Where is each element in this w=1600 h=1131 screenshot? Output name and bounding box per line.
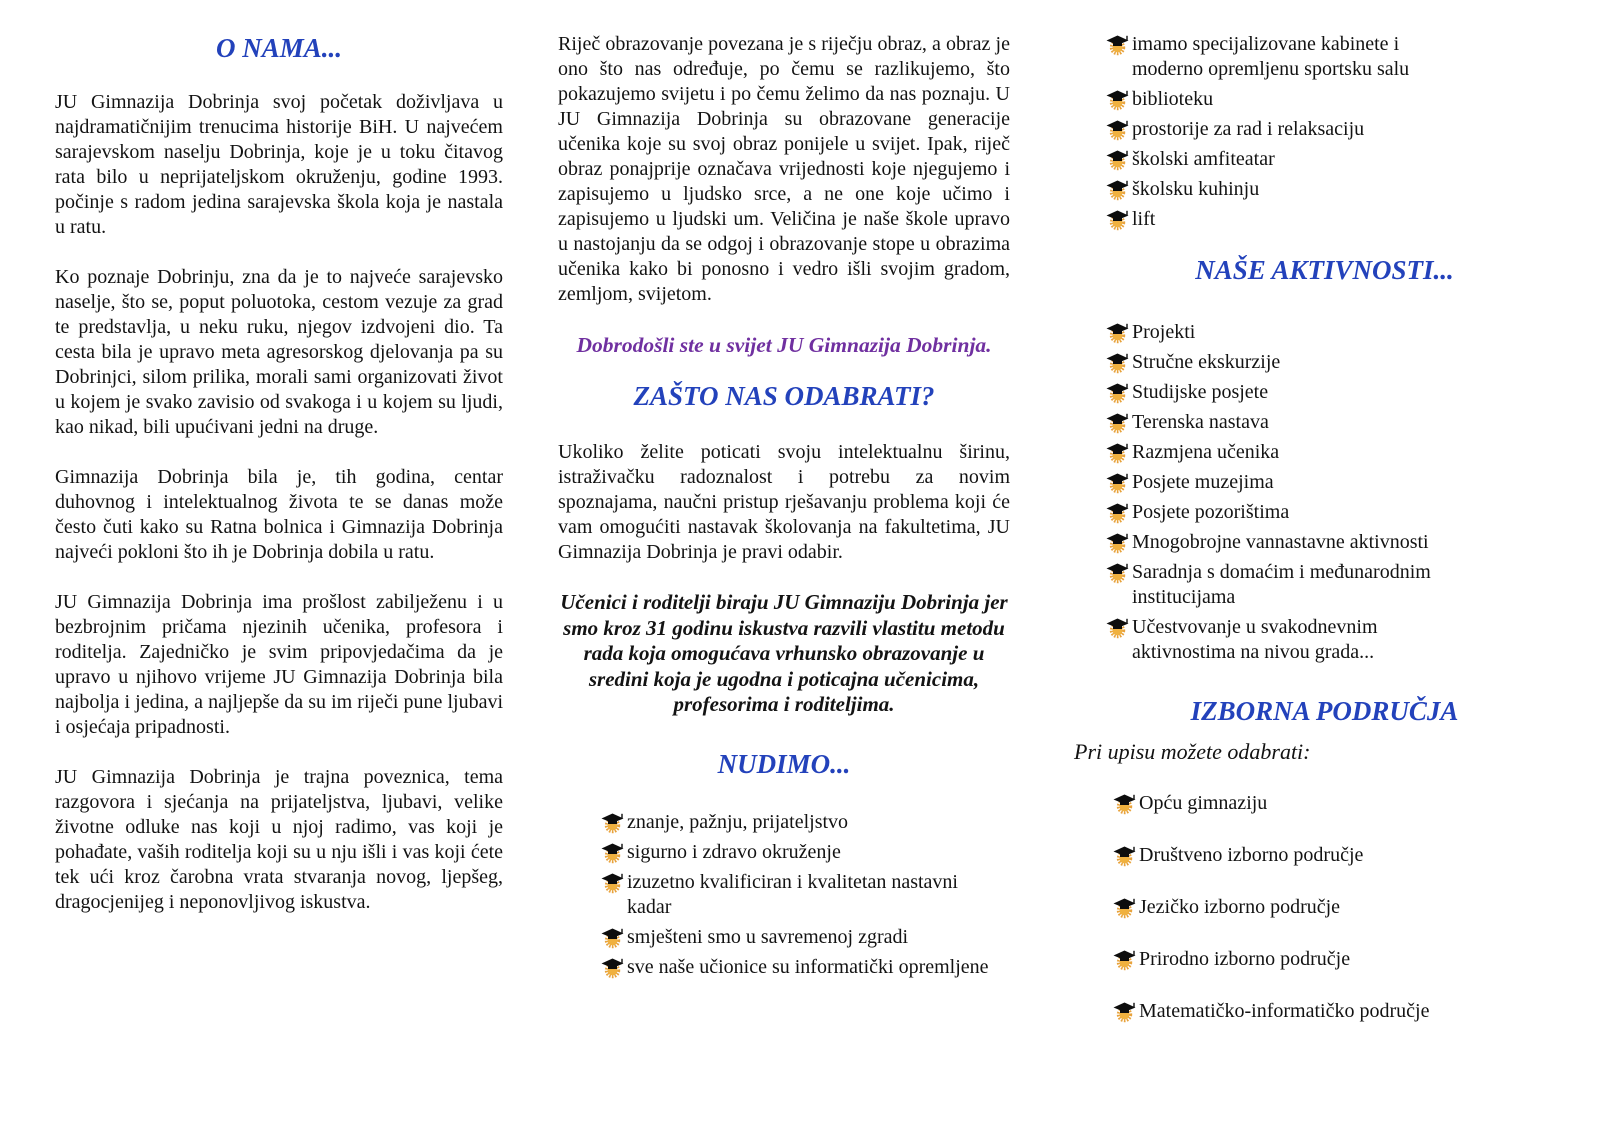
graduation-cap-icon [1105, 381, 1132, 405]
graduation-cap-icon [600, 926, 627, 950]
offer-item-label: lift [1132, 208, 1156, 230]
elective-list-item [1112, 843, 1577, 868]
elective-item-label: Matematičko-informatičko područje [1139, 1000, 1430, 1022]
offer-item-label: imamo specijalizovane kabinete i moderno opremljenu sportsku salu [1132, 33, 1410, 80]
activity-list-item [1105, 440, 1577, 465]
graduation-cap-icon [1105, 118, 1132, 142]
offer-list-item [1105, 87, 1577, 112]
graduation-cap-icon [1105, 321, 1132, 345]
activity-list-item [1105, 350, 1577, 375]
offer-list-continued [1105, 32, 1577, 232]
graduation-cap-icon [1112, 896, 1139, 920]
graduation-cap-icon [1105, 178, 1132, 202]
elective-list-item [1112, 791, 1577, 816]
offer-item-label: znanje, pažnju, prijateljstvo [627, 810, 849, 833]
activity-item-label: Terenska nastava [1132, 411, 1269, 433]
graduation-cap-icon [1105, 561, 1132, 585]
activity-list-item [1105, 470, 1577, 495]
activities-heading: NAŠE AKTIVNOSTI... [1195, 255, 1454, 285]
graduation-cap-icon [1105, 208, 1132, 232]
activity-list-item [1105, 560, 1577, 610]
offer-list-item [600, 810, 1010, 835]
offer-item-label: prostorije za rad i relaksaciju [1132, 118, 1365, 140]
why-heading: ZAŠTO NAS ODABRATI? [633, 381, 935, 411]
offer-list-item [600, 840, 1010, 865]
welcome-line: Dobrodošli ste u svijet JU Gimnazija Dobrinja. [576, 333, 992, 357]
graduation-cap-icon [600, 811, 627, 835]
activity-item-label: Projekti [1132, 321, 1196, 343]
graduation-cap-icon [1105, 351, 1132, 375]
offer-item-label: školski amfiteatar [1132, 148, 1275, 170]
offer-list-item [1105, 177, 1577, 202]
elective-item-label: Jezičko izborno područje [1139, 896, 1341, 918]
graduation-cap-icon [1105, 471, 1132, 495]
about-heading: O NAMA... [215, 33, 343, 63]
elective-heading: IZBORNA PODRUČJA [1190, 696, 1459, 726]
offer-item-label: školsku kuhinju [1132, 178, 1260, 200]
activity-item-label: Učestvovanje u svakodnevnim aktivnostima na nivou grada... [1132, 616, 1378, 663]
activities-list [1105, 320, 1577, 665]
offer-item-label: sve naše učionice su informatički opremljene [627, 955, 989, 978]
graduation-cap-icon [600, 956, 627, 980]
activity-item-label: Stručne ekskurzije [1132, 351, 1281, 373]
elective-list-item [1112, 947, 1577, 972]
about-paragraph: JU Gimnazija Dobrinja svoj početak doživljava u najdramatičnijim trenucima historije BiH. U najvećem sarajevskom naselju Dobrinja, koje je u toku čitavog rata bilo u neprijateljskom okruženju, godine 1993. počinje s radom jedina sarajevska škola koja je nastala u ratu. [55, 91, 503, 238]
elective-list-item [1112, 895, 1577, 920]
graduation-cap-icon [1105, 411, 1132, 435]
activity-list-item [1105, 380, 1577, 405]
activity-list-item [1105, 320, 1577, 345]
offer-item-label: biblioteku [1132, 88, 1214, 110]
graduation-cap-icon [1105, 501, 1132, 525]
activity-item-label: Posjete muzejima [1132, 471, 1274, 493]
graduation-cap-icon [1105, 616, 1132, 640]
activity-list-item [1105, 615, 1577, 665]
activity-item-label: Saradnja s domaćim i međunarodnim institucijama [1132, 561, 1431, 608]
obraz-paragraph: Riječ obrazovanje povezana je s riječju obraz, a obraz je ono što nas određuje, po čemu se razlikujemo, što pokazujemo svijetu i po čemu želimo da nas poznaju. U JU Gimnazija Dobrinja su obrazovane generacije učenika koje su svoj obraz ponijele u svijet. Ipak, riječ obraz ponajprije označava vrijednosti koje njegujemo i zapisujemo u ljudsko srce, a ne one koje učimo i zapisujemo u ljudski um. Veličina je naše škole upravo u nastojanju da se odgoj i obrazovanje stope u obrazima učenika kako bi ponosno i vedro išli svojim gradom, zemljom, svijetom. [558, 33, 1010, 305]
activity-item-label: Razmjena učenika [1132, 441, 1280, 463]
graduation-cap-icon [1105, 148, 1132, 172]
offer-list-item [600, 955, 1010, 980]
electives-list [1112, 791, 1577, 1024]
column-about [55, 0, 503, 940]
offer-list-item [1105, 32, 1577, 82]
experience-paragraph: Učenici i roditelji biraju JU Gimnaziju Dobrinja jer smo kroz 31 godinu iskustva razvili vlastitu metodu rada koja omogućava vrhunsko obrazovanje u sredini koja je ugodna i poticajna učenicima, profesorima i roditeljima. [560, 590, 1008, 716]
elective-intro: Pri upisu možete odabrati: [1074, 739, 1311, 764]
offer-list-item [600, 925, 1010, 950]
offer-list-item [1105, 207, 1577, 232]
activity-item-label: Studijske posjete [1132, 381, 1269, 403]
activity-list-item [1105, 410, 1577, 435]
about-paragraphs [55, 90, 503, 915]
activity-list-item [1105, 530, 1577, 555]
graduation-cap-icon [600, 841, 627, 865]
offer-item-label: izuzetno kvalificiran i kvalitetan nastavni kadar [627, 870, 958, 918]
about-paragraph: Gimnazija Dobrinja bila je, tih godina, centar duhovnog i intelektualnog života te se danas može često čuti kako su Ratna bolnica i Gimnazija Dobrinja najveći pokloni što ih je Dobrinja dobila u ratu. [55, 466, 503, 563]
activity-list-item [1105, 500, 1577, 525]
elective-item-label: Prirodno izborno područje [1139, 948, 1351, 970]
about-paragraph: Ko poznaje Dobrinju, zna da je to najveće sarajevsko naselje, što se, poput poluotoka, cestom vezuje za grad te predstavlja, u neku ruku, njegov izdvojeni dio. Ta cesta bila je upravo meta agresorskog djelovanja pa su Dobrinjci, silom prilika, morali sami organizovati život u kojem je svako zavisio od svakoga i u kojem su ljudi, kao nikad, bili upućivani jedni na druge. [55, 266, 503, 438]
graduation-cap-icon [1112, 948, 1139, 972]
about-paragraph: JU Gimnazija Dobrinja je trajna poveznica, tema razgovora i sjećanja na prijateljstva, ljubavi, velike životne odluke nas koji u njoj radimo, vas koji je pohađate, vaših roditelja koji su u nju išli i vas koji ćete tek ući kroz čarobna vrata stvaranja novog, ljepšeg, dragocjenijeg i neponovljivog iskustva. [55, 766, 503, 913]
activity-item-label: Mnogobrojne vannastavne aktivnosti [1132, 531, 1429, 553]
offer-item-label: sigurno i zdravo okruženje [627, 840, 841, 863]
offer-item-label: smješteni smo u savremenoj zgradi [627, 925, 909, 948]
graduation-cap-icon [600, 871, 627, 895]
column-middle [558, 0, 1010, 985]
about-paragraph: JU Gimnazija Dobrinja ima prošlost zabilježenu i u bezbrojnim pričama njezinih učenika, profesora i roditelja. Zajedničko je svim pripovjedačima da je upravo u njihovo vrijeme JU Gimnazija Dobrinja bila najbolja i jedina, a najljepše da su im riječi pune ljubavi i osjećaja pripadnosti. [55, 591, 503, 738]
column-right [1072, 0, 1577, 1051]
elective-item-label: Opću gimnaziju [1139, 792, 1268, 814]
graduation-cap-icon [1105, 88, 1132, 112]
offer-list [600, 810, 1010, 980]
offer-list-item [1105, 117, 1577, 142]
offer-heading: NUDIMO... [717, 748, 851, 779]
elective-item-label: Društveno izborno područje [1139, 844, 1364, 866]
graduation-cap-icon [1112, 792, 1139, 816]
graduation-cap-icon [1105, 441, 1132, 465]
offer-list-item [600, 870, 1010, 920]
graduation-cap-icon [1112, 844, 1139, 868]
elective-list-item [1112, 999, 1577, 1024]
graduation-cap-icon [1112, 1000, 1139, 1024]
graduation-cap-icon [1105, 33, 1132, 57]
offer-list-item [1105, 147, 1577, 172]
activity-item-label: Posjete pozorištima [1132, 501, 1290, 523]
graduation-cap-icon [1105, 531, 1132, 555]
why-paragraph: Ukoliko želite poticati svoju intelektualnu širinu, istraživačku radoznalost i potrebu za novim spoznajama, naučni pristup rješavanju problema koji će vam omogućiti nastavak školovanja na fakultetima, JU Gimnazija Dobrinja je pravi odabir. [558, 441, 1010, 563]
